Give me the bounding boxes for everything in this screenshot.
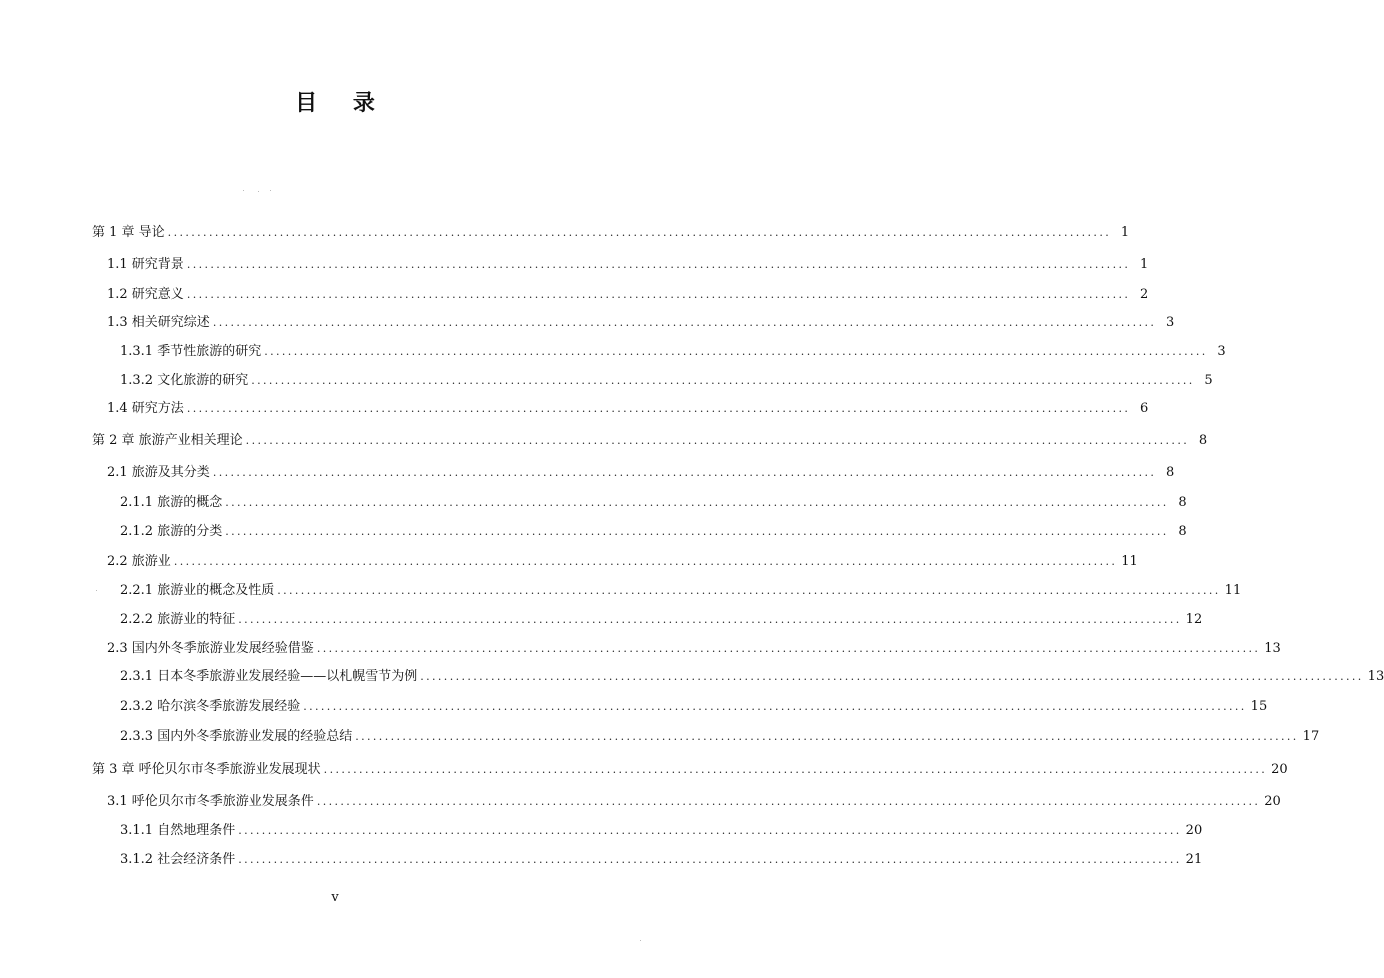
toc-entry-page: 3 bbox=[1165, 315, 1175, 330]
leader-dots: ................................................................................................................................................................ bbox=[245, 434, 1190, 447]
scan-speck bbox=[640, 940, 641, 941]
leader-dots: ................................................................................................................................................................ bbox=[238, 613, 1182, 626]
leader-dots: ................................................................................................................................................................ bbox=[225, 496, 1169, 509]
toc-entry-chapter-2[interactable] bbox=[92, 433, 1208, 449]
leader-dots: ................................................................................................................................................................ bbox=[303, 700, 1247, 713]
toc-entry-page: 6 bbox=[1139, 401, 1149, 416]
toc-entry-label: 3.1.2 社会经济条件 bbox=[120, 852, 236, 867]
toc-entry-1-3[interactable] bbox=[107, 315, 1175, 331]
toc-entry-label: 1.3.2 文化旅游的研究 bbox=[120, 373, 249, 388]
leader-dots: ................................................................................................................................................................ bbox=[186, 258, 1131, 271]
scan-speck bbox=[270, 190, 271, 191]
toc-entry-2-3-2[interactable] bbox=[120, 699, 1268, 715]
toc-entry-3-1-2[interactable] bbox=[120, 852, 1203, 868]
toc-entry-page: 1 bbox=[1139, 257, 1149, 272]
toc-entry-label: 2.3 国内外冬季旅游业发展经验借鉴 bbox=[107, 641, 314, 656]
toc-entry-page: 12 bbox=[1185, 612, 1203, 627]
leader-dots: ................................................................................................................................................................ bbox=[167, 226, 1112, 239]
toc-entry-label: 1.4 研究方法 bbox=[107, 401, 184, 416]
toc-entry-1-3-1[interactable] bbox=[120, 344, 1226, 360]
toc-entry-label: 3.1.1 自然地理条件 bbox=[120, 823, 236, 838]
toc-entry-label: 1.3.1 季节性旅游的研究 bbox=[120, 344, 262, 359]
leader-dots: ................................................................................................................................................................ bbox=[238, 824, 1182, 837]
toc-entry-2-1-1[interactable] bbox=[120, 495, 1187, 511]
toc-entry-page: 11 bbox=[1224, 583, 1242, 598]
toc-entry-page: 1 bbox=[1120, 225, 1130, 240]
toc-entry-label: 3.1 呼伦贝尔市冬季旅游业发展条件 bbox=[107, 794, 314, 809]
toc-entry-label: 2.3.2 哈尔滨冬季旅游发展经验 bbox=[120, 699, 301, 714]
toc-entry-3-1-1[interactable] bbox=[120, 823, 1203, 839]
toc-entry-chapter-3[interactable] bbox=[92, 762, 1288, 778]
toc-entry-2-3-1[interactable] bbox=[120, 669, 1384, 685]
toc-entry-3-1[interactable] bbox=[107, 794, 1281, 810]
page-number-footer: v bbox=[331, 890, 339, 905]
toc-entry-page: 11 bbox=[1121, 554, 1138, 569]
toc-entry-label: 2.1 旅游及其分类 bbox=[107, 465, 210, 480]
toc-entry-1-3-2[interactable] bbox=[120, 373, 1213, 389]
leader-dots: ................................................................................................................................................................ bbox=[264, 345, 1208, 358]
leader-dots: ................................................................................................................................................................ bbox=[238, 853, 1182, 866]
toc-entry-label: 2.1.1 旅游的概念 bbox=[120, 495, 223, 510]
toc-entry-label: 2.2.2 旅游业的特征 bbox=[120, 612, 236, 627]
toc-entry-2-3[interactable] bbox=[107, 641, 1281, 657]
toc-entry-1-4[interactable] bbox=[107, 401, 1149, 417]
toc-entry-page: 20 bbox=[1271, 762, 1288, 777]
toc-entry-page: 8 bbox=[1198, 433, 1208, 448]
leader-dots: ................................................................................................................................................................ bbox=[186, 288, 1131, 301]
leader-dots: ................................................................................................................................................................ bbox=[316, 642, 1261, 655]
toc-entry-page: 8 bbox=[1165, 465, 1175, 480]
toc-entry-label: 1.1 研究背景 bbox=[107, 257, 184, 272]
toc-entry-label: 2.3.3 国内外冬季旅游业发展的经验总结 bbox=[120, 729, 353, 744]
leader-dots: ................................................................................................................................................................ bbox=[277, 584, 1221, 597]
toc-entry-1-2[interactable] bbox=[107, 287, 1149, 303]
leader-dots: ................................................................................................................................................................ bbox=[225, 525, 1169, 538]
leader-dots: ................................................................................................................................................................ bbox=[420, 670, 1364, 683]
toc-entry-label: 1.3 相关研究综述 bbox=[107, 315, 210, 330]
leader-dots: ................................................................................................................................................................ bbox=[316, 795, 1261, 808]
toc-entry-label: 2.2 旅游业 bbox=[107, 554, 171, 569]
page-title: 目 录 bbox=[295, 90, 389, 116]
toc-entry-2-1-2[interactable] bbox=[120, 524, 1187, 540]
toc-entry-page: 20 bbox=[1185, 823, 1203, 838]
toc-entry-page: 13 bbox=[1367, 669, 1384, 684]
scan-speck bbox=[243, 190, 244, 191]
toc-entry-label: 2.3.1 日本冬季旅游业发展经验——以札幌雪节为例 bbox=[120, 669, 418, 684]
toc-entry-2-2[interactable] bbox=[107, 554, 1138, 570]
toc-entry-page: 13 bbox=[1264, 641, 1281, 656]
toc-entry-2-2-1[interactable] bbox=[120, 583, 1242, 599]
scan-speck bbox=[258, 191, 259, 192]
toc-entry-page: 17 bbox=[1302, 729, 1320, 744]
toc-entry-page: 8 bbox=[1178, 524, 1187, 539]
leader-dots: ................................................................................................................................................................ bbox=[355, 730, 1299, 743]
toc-entry-label: 2.2.1 旅游业的概念及性质 bbox=[120, 583, 275, 598]
toc-entry-page: 3 bbox=[1217, 344, 1226, 359]
leader-dots: ................................................................................................................................................................ bbox=[173, 555, 1118, 568]
leader-dots: ................................................................................................................................................................ bbox=[212, 466, 1157, 479]
leader-dots: ................................................................................................................................................................ bbox=[323, 763, 1268, 776]
scan-speck bbox=[96, 590, 97, 591]
toc-entry-2-3-3[interactable] bbox=[120, 729, 1320, 745]
toc-entry-label: 第 2 章 旅游产业相关理论 bbox=[92, 433, 243, 448]
toc-entry-chapter-1[interactable] bbox=[92, 225, 1130, 241]
toc-entry-page: 2 bbox=[1139, 287, 1149, 302]
toc-entry-page: 20 bbox=[1264, 794, 1281, 809]
leader-dots: ................................................................................................................................................................ bbox=[212, 316, 1157, 329]
leader-dots: ................................................................................................................................................................ bbox=[186, 402, 1131, 415]
toc-entry-label: 第 1 章 导论 bbox=[92, 225, 165, 240]
leader-dots: ................................................................................................................................................................ bbox=[251, 374, 1195, 387]
toc-entry-page: 8 bbox=[1178, 495, 1187, 510]
toc-entry-label: 2.1.2 旅游的分类 bbox=[120, 524, 223, 539]
toc-entry-label: 1.2 研究意义 bbox=[107, 287, 184, 302]
toc-entry-page: 21 bbox=[1185, 852, 1203, 867]
toc-entry-2-2-2[interactable] bbox=[120, 612, 1203, 628]
toc-entry-2-1[interactable] bbox=[107, 465, 1175, 481]
toc-entry-page: 5 bbox=[1204, 373, 1213, 388]
toc-entry-page: 15 bbox=[1250, 699, 1268, 714]
toc-entry-1-1[interactable] bbox=[107, 257, 1149, 273]
toc-entry-label: 第 3 章 呼伦贝尔市冬季旅游业发展现状 bbox=[92, 762, 321, 777]
